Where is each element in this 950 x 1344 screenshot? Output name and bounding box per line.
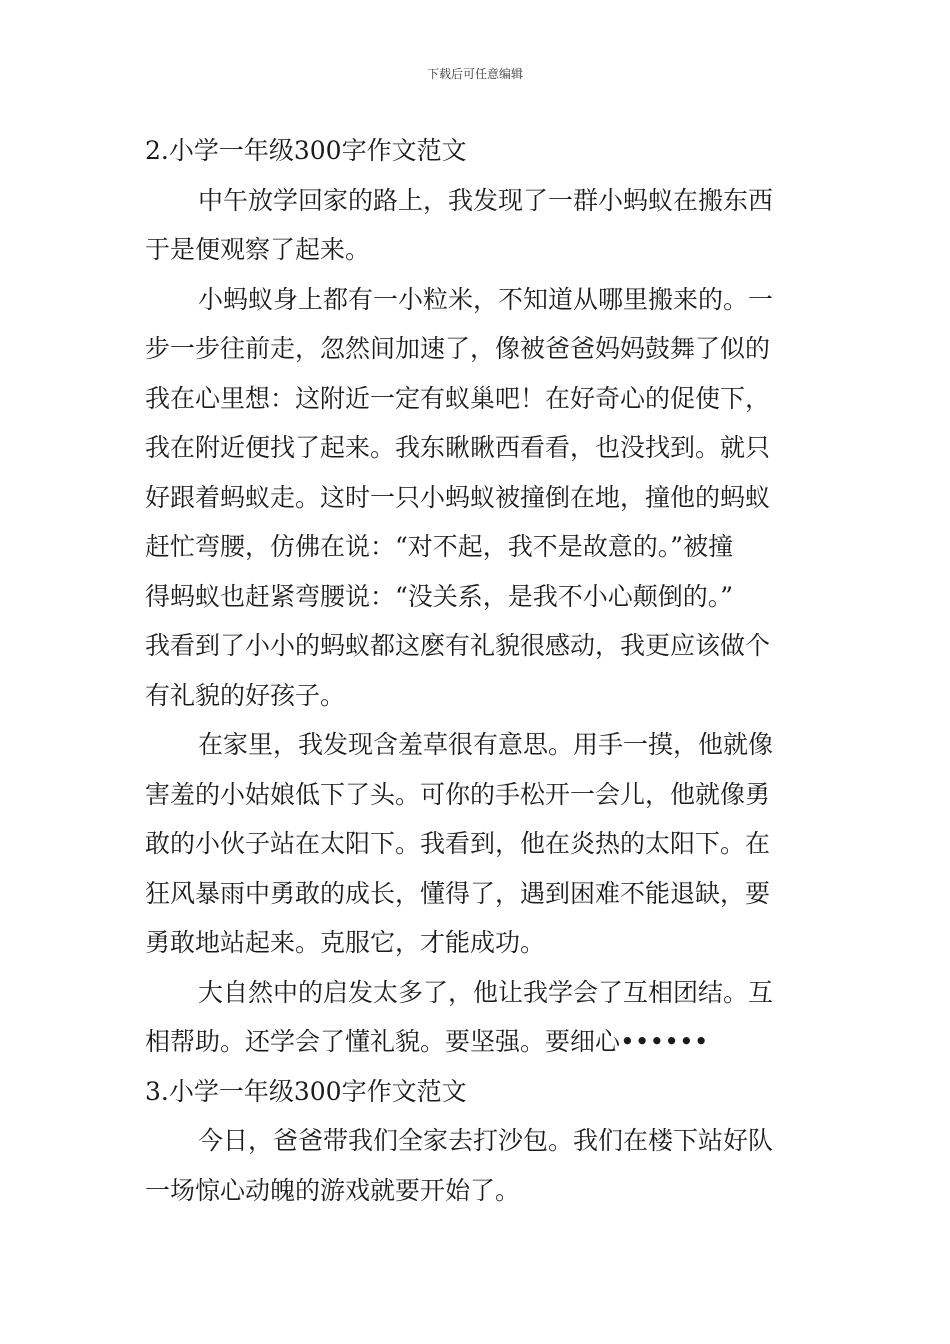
- paragraph-line: 在家里，我发现含羞草很有意思。用手一摸，他就像: [198, 730, 774, 759]
- header-note: 下载后可任意编辑: [426, 67, 523, 81]
- heading-line: 2.小学一年级300字作文范文: [145, 136, 467, 165]
- paragraph-line: 步一步往前走，忽然间加速了，像被爸爸妈妈鼓舞了似的: [145, 334, 771, 363]
- paragraph-line: 敢的小伙子站在太阳下。我看到，他在炎热的太阳下。在: [145, 829, 771, 858]
- paragraph-line: 一场惊心动魄的游戏就要开始了。: [145, 1175, 521, 1205]
- paragraph-line: 大自然中的启发太多了，他让我学会了互相团结。互: [198, 977, 774, 1007]
- paragraph-line: 狂风暴雨中勇敢的成长，懂得了，遇到困难不能退缺，要: [145, 878, 771, 908]
- paragraph-line: 相帮助。还学会了懂礼貌。要坚强。要细心••••••: [145, 1027, 709, 1056]
- paragraph-line: 中午放学回家的路上，我发现了一群小蚂蚁在搬东西: [198, 185, 774, 215]
- paragraph-line: 今日，爸爸带我们全家去打沙包。我们在楼下站好队: [198, 1126, 774, 1155]
- paragraph-line: 小蚂蚁身上都有一小粒米，不知道从哪里搬来的。一: [198, 284, 774, 314]
- paragraph-line: 得蚂蚁也赶紧弯腰说：“没关系，是我不小心颠倒的。”: [145, 581, 734, 611]
- paragraph-line: 赶忙弯腰，仿佛在说：“对不起，我不是故意的。”被撞: [145, 532, 734, 561]
- paragraph-line: 好跟着蚂蚁走。这时一只小蚂蚁被撞倒在地，撞他的蚂蚁: [145, 482, 771, 512]
- document-body: [145, 126, 810, 1215]
- paragraph-line: 有礼貌的好孩子。: [145, 680, 346, 710]
- paragraph-line: 于是便观察了起来。: [145, 235, 371, 264]
- paragraph-line: 勇敢地站起来。克服它，才能成功。: [145, 928, 546, 957]
- paragraph-line: 我在附近便找了起来。我东瞅瞅西看看，也没找到。就只: [145, 433, 771, 462]
- paragraph-line: 我看到了小小的蚂蚁都这麽有礼貌很感动，我更应该做个: [145, 631, 771, 660]
- paragraph-line: 害羞的小姑娘低下了头。可你的手松开一会儿，他就像勇: [145, 779, 771, 809]
- paragraph-line: 我在心里想：这附近一定有蚁巢吧！在好奇心的促使下，: [145, 383, 771, 413]
- heading-line: 3.小学一年级300字作文范文: [145, 1076, 467, 1106]
